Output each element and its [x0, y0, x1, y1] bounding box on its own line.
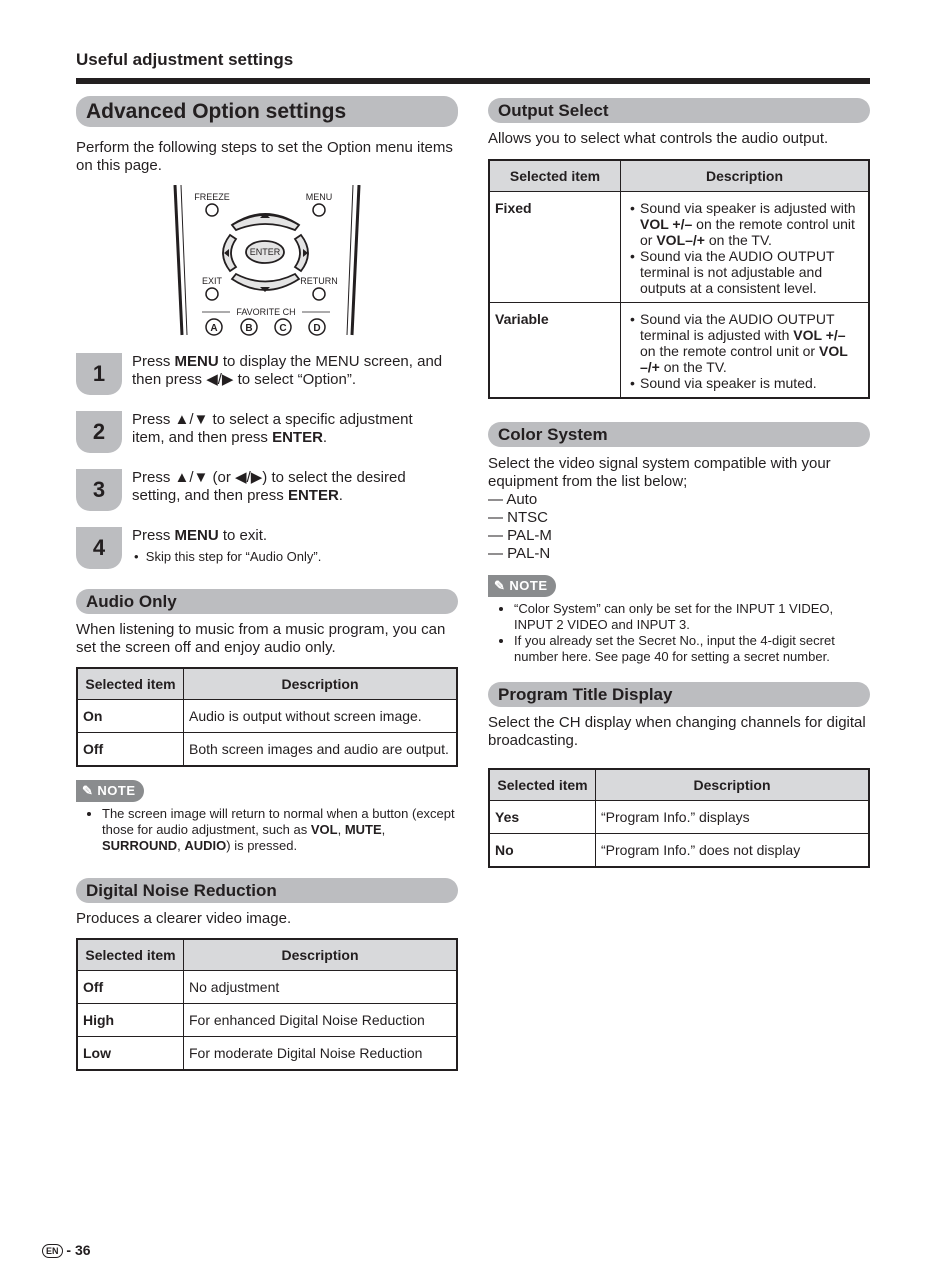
vol-keyword: VOL–/+	[656, 232, 705, 248]
note-text: The screen image will return to normal when a button (except those for audio adjustment, such as	[102, 806, 455, 837]
bullet-text: Sound via speaker is adjusted with	[640, 200, 856, 216]
audio-only-intro: When listening to music from a music program, you can set the screen off and enjoy audio only.	[76, 621, 446, 656]
row-item: High	[77, 1004, 184, 1037]
bullet-text: on the remote control unit or	[640, 216, 855, 248]
step-text-part: item, and then press	[132, 429, 273, 446]
row-item: Off	[77, 971, 184, 1004]
step-text	[132, 527, 462, 566]
dnr-title: Digital Noise Reduction	[76, 878, 458, 903]
remote-illustration	[172, 185, 362, 341]
row-description: For enhanced Digital Noise Reduction	[184, 1004, 458, 1037]
col-header-description: Description	[621, 160, 870, 192]
table-row	[489, 801, 869, 834]
audio-only-table	[76, 667, 458, 767]
vol-keyword: VOL +/–	[640, 216, 693, 232]
return-label: RETURN	[300, 276, 338, 286]
col-header-item: Selected item	[77, 939, 184, 971]
audio-only-note	[76, 780, 458, 854]
row-description: Both screen images and audio are output.	[184, 733, 458, 767]
bullet-text: on the TV.	[704, 232, 772, 248]
col-header-description: Description	[184, 939, 458, 971]
bullet-text: on the remote control unit or	[640, 343, 819, 359]
row-description: For moderate Digital Noise Reduction	[184, 1037, 458, 1071]
col-header-item: Selected item	[77, 668, 184, 700]
note-text: ,	[177, 838, 185, 853]
table-row	[77, 733, 457, 767]
step-number: 3	[76, 471, 122, 511]
vol-keyword: VOL +/–	[793, 327, 846, 343]
output-select-intro: Allows you to select what controls the audio output.	[488, 130, 829, 147]
header-rule	[76, 78, 870, 84]
table-row	[489, 303, 869, 399]
step-text-part: Press	[132, 353, 175, 370]
step-sub-note-text: Skip this step for “Audio Only”.	[145, 549, 322, 564]
bullet-item	[640, 200, 863, 248]
color-system-intro: Select the video signal system compatible with your equipment from the list below;	[488, 455, 831, 490]
enter-label: ENTER	[249, 247, 281, 257]
row-item: No	[489, 834, 596, 868]
fav-a-label: A	[210, 323, 218, 334]
menu-label: MENU	[305, 192, 333, 202]
step-text-part: Press ▲/▼ (or ◀/▶) to select the desired	[132, 469, 406, 486]
step-text	[132, 353, 462, 389]
right-column	[488, 98, 870, 868]
note-text: ,	[337, 822, 345, 837]
row-item: On	[77, 700, 184, 733]
left-column	[76, 96, 458, 1071]
row-item: Fixed	[489, 192, 621, 303]
row-item: Yes	[489, 801, 596, 834]
row-item: Low	[77, 1037, 184, 1071]
advanced-option-title: Advanced Option settings	[76, 96, 458, 127]
row-description	[621, 192, 870, 303]
step-text	[132, 469, 462, 505]
step-3	[76, 469, 458, 517]
vol-keyword: VOL	[310, 822, 338, 837]
page-footer	[42, 1242, 91, 1258]
bullet-text: Sound via the AUDIO OUTPUT terminal is adjusted with	[640, 311, 835, 343]
bullet-item: • Sound via speaker is muted.	[640, 375, 863, 391]
step-text	[132, 411, 462, 447]
dnr-intro: Produces a clearer video image.	[76, 910, 292, 927]
note-badge	[76, 780, 144, 802]
vol-keyword: VOL –/+	[640, 343, 848, 375]
bullet-list	[626, 311, 863, 391]
note-list	[488, 601, 870, 665]
note-item: • “Color System” can only be set for the INPUT 1 VIDEO, INPUT 2 VIDEO and INPUT 3.	[514, 601, 870, 633]
list-item: — NTSC	[488, 509, 548, 526]
list-item: — Auto	[488, 491, 538, 508]
table-row	[489, 834, 869, 868]
step-text-part: .	[322, 429, 328, 446]
mute-keyword: MUTE	[344, 822, 382, 837]
footer-dash: -	[62, 1242, 75, 1258]
program-title-intro: Select the CH display when changing channels for digital broadcasting.	[488, 714, 866, 749]
surround-keyword: SURROUND	[102, 838, 178, 853]
step-text-part: then press ◀/▶ to select “Option”.	[132, 371, 356, 388]
step-text-part: setting, and then press	[132, 487, 288, 504]
bullet-text: on the TV.	[659, 359, 727, 375]
output-select-title: Output Select	[488, 98, 870, 123]
fav-d-label: D	[313, 323, 321, 334]
step-number: 4	[76, 529, 122, 569]
paperclip-icon: ✎	[82, 783, 94, 798]
color-system-options	[488, 491, 870, 563]
row-description: “Program Info.” does not display	[596, 834, 870, 868]
note-label: NOTE	[509, 578, 548, 593]
bullet-item	[640, 311, 863, 375]
fav-c-label: C	[279, 323, 287, 334]
favorite-ch-label: FAVORITE CH	[236, 307, 296, 317]
note-text: ,	[381, 822, 386, 837]
page-header-title: Useful adjustment settings	[76, 50, 294, 69]
audio-only-title: Audio Only	[76, 589, 458, 614]
note-list	[76, 806, 458, 854]
program-title-table	[488, 768, 870, 868]
freeze-label: FREEZE	[194, 192, 230, 202]
paperclip-icon: ✎	[494, 578, 506, 593]
enter-keyword: ENTER	[287, 487, 339, 504]
table-row	[77, 1037, 457, 1071]
step-number: 1	[76, 355, 122, 395]
remote-control-icon	[172, 185, 362, 341]
list-item: — PAL-N	[488, 545, 551, 562]
audio-keyword: AUDIO	[184, 838, 227, 853]
language-badge: EN	[42, 1244, 63, 1258]
step-4	[76, 527, 458, 575]
program-title-display-title: Program Title Display	[488, 682, 870, 707]
fav-b-label: B	[245, 323, 253, 334]
step-number: 2	[76, 413, 122, 453]
col-header-item: Selected item	[489, 769, 596, 801]
row-description	[621, 303, 870, 399]
step-2	[76, 411, 458, 459]
step-text-part: Press ▲/▼ to select a specific adjustment	[132, 411, 413, 428]
table-row	[77, 700, 457, 733]
step-text-part: to exit.	[218, 527, 268, 544]
bullet-item: • Sound via the AUDIO OUTPUT terminal is not adjustable and outputs at a consistent level.	[640, 248, 863, 296]
col-header-description: Description	[184, 668, 458, 700]
note-badge	[488, 575, 556, 597]
table-row	[77, 1004, 457, 1037]
menu-keyword: MENU	[174, 527, 219, 544]
step-text-part: .	[338, 487, 343, 504]
exit-label: EXIT	[201, 276, 223, 286]
page-number: 36	[74, 1242, 91, 1258]
step-text-part: to display the MENU screen, and	[218, 353, 443, 370]
col-header-item: Selected item	[489, 160, 621, 192]
step-sub-note: • Skip this step for “Audio Only”.	[134, 549, 322, 564]
menu-keyword: MENU	[174, 353, 219, 370]
list-item: — PAL-M	[488, 527, 552, 544]
bullet-list	[626, 200, 863, 296]
note-item: • If you already set the Secret No., input the 4-digit secret number here. See page 40 for setting a secret number.	[514, 633, 870, 665]
row-description: Audio is output without screen image.	[184, 700, 458, 733]
dnr-table	[76, 938, 458, 1071]
table-row	[77, 971, 457, 1004]
col-header-description: Description	[596, 769, 870, 801]
note-item	[102, 806, 458, 854]
color-system-title: Color System	[488, 422, 870, 447]
row-description: No adjustment	[184, 971, 458, 1004]
step-1	[76, 353, 458, 401]
row-description: “Program Info.” displays	[596, 801, 870, 834]
advanced-intro: Perform the following steps to set the Option menu items on this page.	[76, 139, 453, 174]
note-text: ) is pressed.	[226, 838, 298, 853]
enter-keyword: ENTER	[272, 429, 323, 446]
output-select-table	[488, 159, 870, 399]
color-system-note	[488, 575, 870, 665]
step-text-part: Press	[132, 527, 175, 544]
table-row	[489, 192, 869, 303]
row-item: Variable	[489, 303, 621, 399]
row-item: Off	[77, 733, 184, 767]
note-label: NOTE	[97, 783, 136, 798]
